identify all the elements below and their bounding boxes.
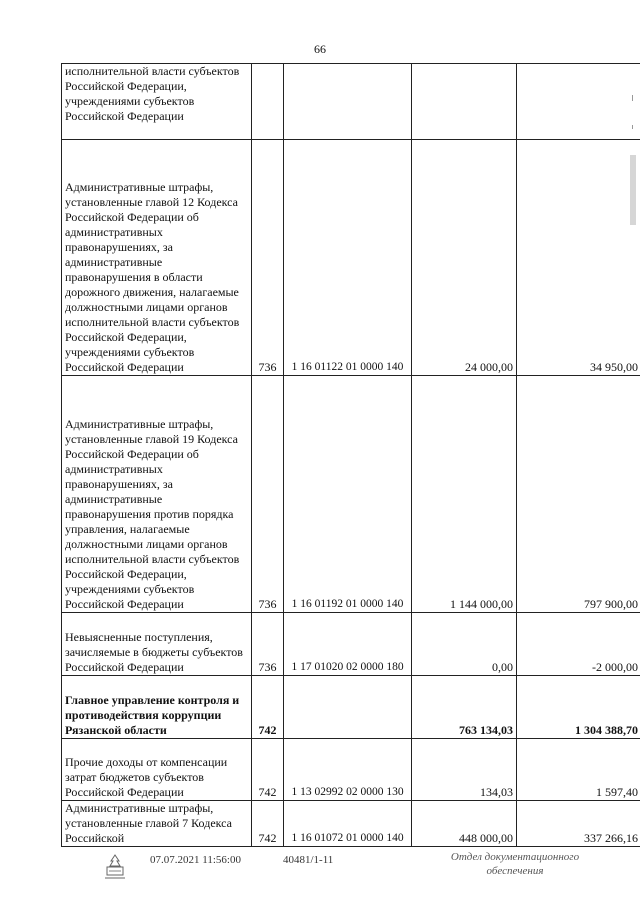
row-admin-cell: 736 [252, 376, 284, 613]
row-name-cell: исполнительной власти субъектов Российской Федерации, учреждениями субъектов Российской Федерации [62, 64, 252, 140]
row-name-cell: Главное управление контроля и противодействия коррупции Рязанской области [62, 676, 252, 739]
row-name-cell: Административные штрафы, установленные главой 19 Кодекса Российской Федерации об административных правонарушениях, за административные правонарушения против порядка управления, налагаемые должностными лицами органов исполнительной власти субъектов Российской Федерации, учреждениями субъектов Российской Федерации [62, 376, 252, 613]
row-code-cell [284, 64, 412, 140]
budget-revenue-table [61, 63, 640, 847]
scan-edge-marks [628, 95, 638, 245]
page-number: 66 [314, 42, 326, 56]
emblem-stamp-icon [100, 852, 130, 882]
row-admin-cell [252, 64, 284, 140]
row-plan-cell: 0,00 [412, 613, 517, 676]
row-code-cell: 1 16 01192 01 0000 140 [284, 376, 412, 613]
table-row [62, 376, 640, 613]
table-row [62, 739, 640, 801]
row-code-cell: 1 16 01072 01 0000 140 [284, 801, 412, 847]
row-admin-cell: 742 [252, 801, 284, 847]
row-plan-cell: 1 144 000,00 [412, 376, 517, 613]
row-fact-cell [517, 64, 640, 140]
row-plan-cell: 24 000,00 [412, 140, 517, 376]
row-code-cell: 1 13 02992 02 0000 130 [284, 739, 412, 801]
row-name-cell: Невыясненные поступления, зачисляемые в бюджеты субъектов Российской Федерации [62, 613, 252, 676]
table-row [62, 676, 640, 739]
row-fact-cell: 797 900,00 [517, 376, 640, 613]
row-fact-cell: 34 950,00 [517, 140, 640, 376]
row-admin-cell: 742 [252, 739, 284, 801]
footer-datetime: 07.07.2021 11:56:00 [150, 854, 241, 866]
row-admin-cell: 736 [252, 613, 284, 676]
row-name-cell: Административные штрафы, установленные главой 7 Кодекса Российской [62, 801, 252, 847]
row-code-cell: 1 17 01020 02 0000 180 [284, 613, 412, 676]
row-code-cell [284, 676, 412, 739]
table-row [62, 64, 640, 140]
row-plan-cell [412, 64, 517, 140]
table-row [62, 140, 640, 376]
table-row [62, 613, 640, 676]
row-fact-cell: -2 000,00 [517, 613, 640, 676]
row-fact-cell: 1 597,40 [517, 739, 640, 801]
row-plan-cell: 134,03 [412, 739, 517, 801]
row-fact-cell: 337 266,16 [517, 801, 640, 847]
row-name-cell: Прочие доходы от компенсации затрат бюджетов субъектов Российской Федерации [62, 739, 252, 801]
footer-document-number: 40481/1-11 [283, 854, 334, 866]
row-name-cell: Административные штрафы, установленные главой 12 Кодекса Российской Федерации об административных правонарушениях, за административные правонарушения в области дорожного движения, налагаемые должностными лицами органов исполнительной власти субъектов Российской Федерации, учреждениями субъектов Российской Федерации [62, 140, 252, 376]
footer-department-stamp: Отдел документационного обеспечения [450, 851, 580, 877]
table-row [62, 801, 640, 847]
row-admin-cell: 736 [252, 140, 284, 376]
row-plan-cell: 763 134,03 [412, 676, 517, 739]
row-plan-cell: 448 000,00 [412, 801, 517, 847]
row-admin-cell: 742 [252, 676, 284, 739]
row-fact-cell: 1 304 388,70 [517, 676, 640, 739]
row-code-cell: 1 16 01122 01 0000 140 [284, 140, 412, 376]
